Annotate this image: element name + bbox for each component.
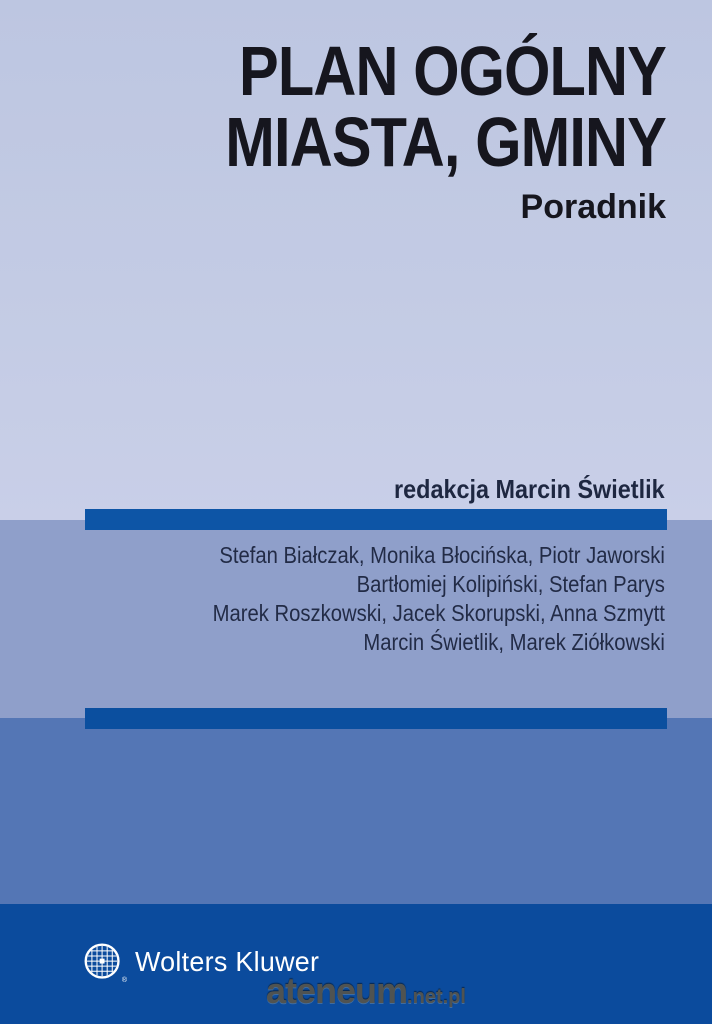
subtitle: Poradnik bbox=[520, 188, 666, 226]
authors-list bbox=[151, 541, 665, 657]
title-line-2: MIASTA, GMINY bbox=[225, 103, 667, 181]
registered-trademark-symbol: ® bbox=[121, 977, 127, 984]
title-line-1: PLAN OGÓLNY bbox=[238, 32, 666, 110]
title-block bbox=[0, 32, 667, 226]
accent-ribbon-top bbox=[85, 509, 667, 530]
publisher-name: Wolters Kluwer bbox=[135, 946, 320, 977]
author-line: Marek Roszkowski, Jacek Skorupski, Anna Szmytt bbox=[212, 600, 665, 626]
wolters-kluwer-globe-grid-icon bbox=[83, 942, 127, 984]
watermark-main: ateneum bbox=[266, 970, 408, 1011]
lower-background-band bbox=[0, 718, 712, 904]
watermark bbox=[266, 970, 466, 1012]
watermark-suffix: .net.pl bbox=[407, 986, 466, 1008]
editor-credit: redakcja Marcin Świetlik bbox=[394, 474, 665, 504]
author-line: Stefan Białczak, Monika Błocińska, Piotr Jaworski bbox=[219, 542, 665, 568]
author-line: Bartłomiej Kolipiński, Stefan Parys bbox=[356, 571, 665, 597]
accent-ribbon-bottom bbox=[85, 708, 667, 729]
author-line: Marcin Świetlik, Marek Ziółkowski bbox=[363, 629, 665, 655]
